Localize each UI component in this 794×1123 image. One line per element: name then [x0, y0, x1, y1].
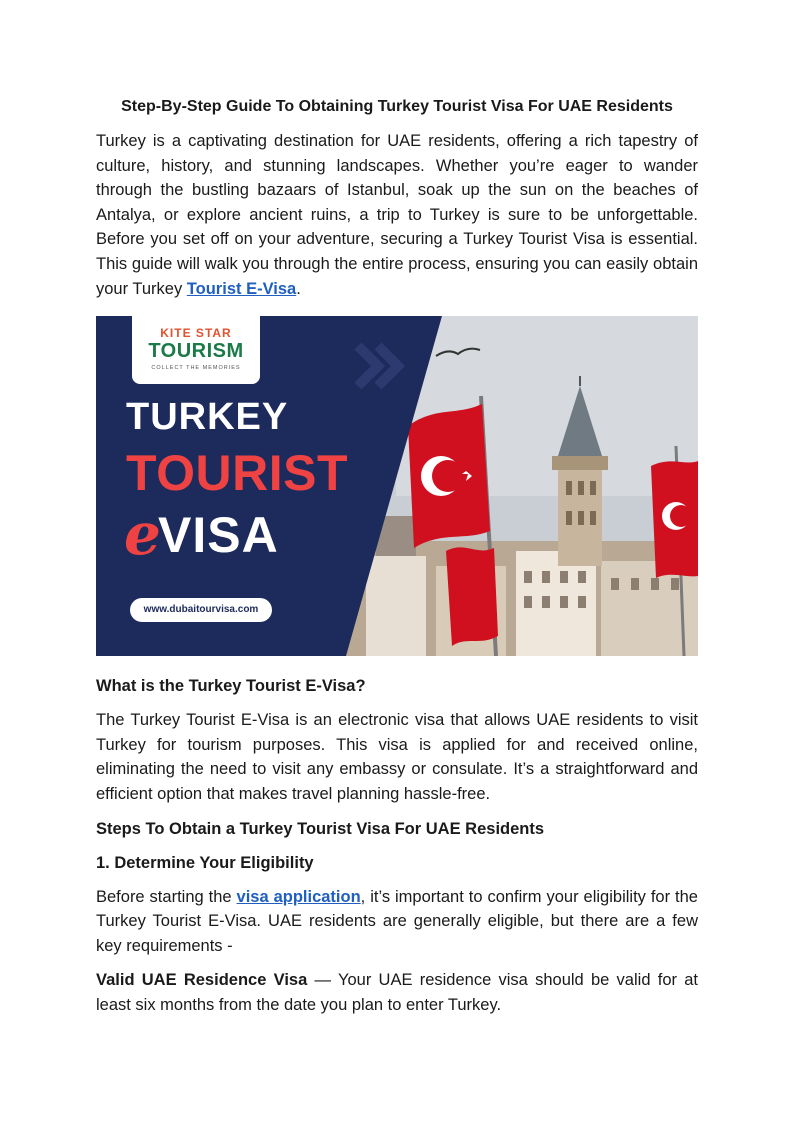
step1-heading: 1. Determine Your Eligibility	[96, 853, 314, 872]
visa-application-link[interactable]: visa application	[236, 887, 361, 906]
step1-paragraph	[96, 885, 698, 959]
banner-website-url: www.dubaitourvisa.com	[130, 598, 272, 622]
section-heading-what-is: What is the Turkey Tourist E-Visa?	[96, 677, 366, 696]
intro-text-end: .	[296, 279, 301, 298]
banner-line-tourist: TOURIST	[126, 445, 349, 502]
logo-top-text: KITE STAR	[160, 326, 232, 341]
requirement-paragraph	[96, 968, 698, 1017]
banner-line-visa: VISA	[158, 507, 279, 564]
requirement-text: — Your UAE residence visa should be valid for at least six months from the date you plan to enter Turkey.	[96, 971, 698, 1014]
banner-e-letter: e	[124, 500, 161, 569]
requirement-label: Valid UAE Residence Visa	[96, 971, 308, 990]
section-paragraph-what-is: The Turkey Tourist E-Visa is an electronic visa that allows UAE residents to visit Turkey for tourism purposes. This visa is applied for and received online, eliminating the need to visit any embassy or consulate. It’s a straightforward and efficient option that makes travel planning hassle-free.	[96, 711, 698, 803]
turkey-evisa-banner	[96, 316, 698, 656]
page-title: Step-By-Step Guide To Obtaining Turkey Tourist Visa For UAE Residents	[121, 98, 673, 115]
tourist-evisa-link[interactable]: Tourist E-Visa	[186, 279, 297, 298]
kite-star-logo	[132, 316, 260, 384]
logo-main-text: TOURISM	[148, 340, 244, 363]
intro-text: Turkey is a captivating destination for UAE residents, offering a rich tapestry of culture, history, and stunning landscapes. Whether you’re eager to wander through the bustling bazaars of Istanbul, soak up the sun on the beaches of Antalya, or explore ancient ruins, a trip to Turkey is sure to be unforgettable. Before you set off on your adventure, securing a Turkey Tourist Visa is essential. This guide will walk you through the entire process, ensuring you can easily obtain your Turkey	[96, 132, 698, 298]
section-heading-steps: Steps To Obtain a Turkey Tourist Visa For UAE Residents	[96, 819, 545, 838]
step1-text-end: , it’s important to confirm your eligibility for the Turkey Tourist E-Visa. UAE residents are generally eligible, but there are a few key requirements -	[96, 887, 698, 955]
banner-line-turkey: TURKEY	[126, 396, 289, 439]
document-page	[96, 96, 698, 1018]
step1-text: Before starting the	[96, 887, 237, 906]
intro-paragraph	[96, 129, 698, 301]
logo-tagline: COLLECT THE MEMORIES	[151, 365, 241, 372]
